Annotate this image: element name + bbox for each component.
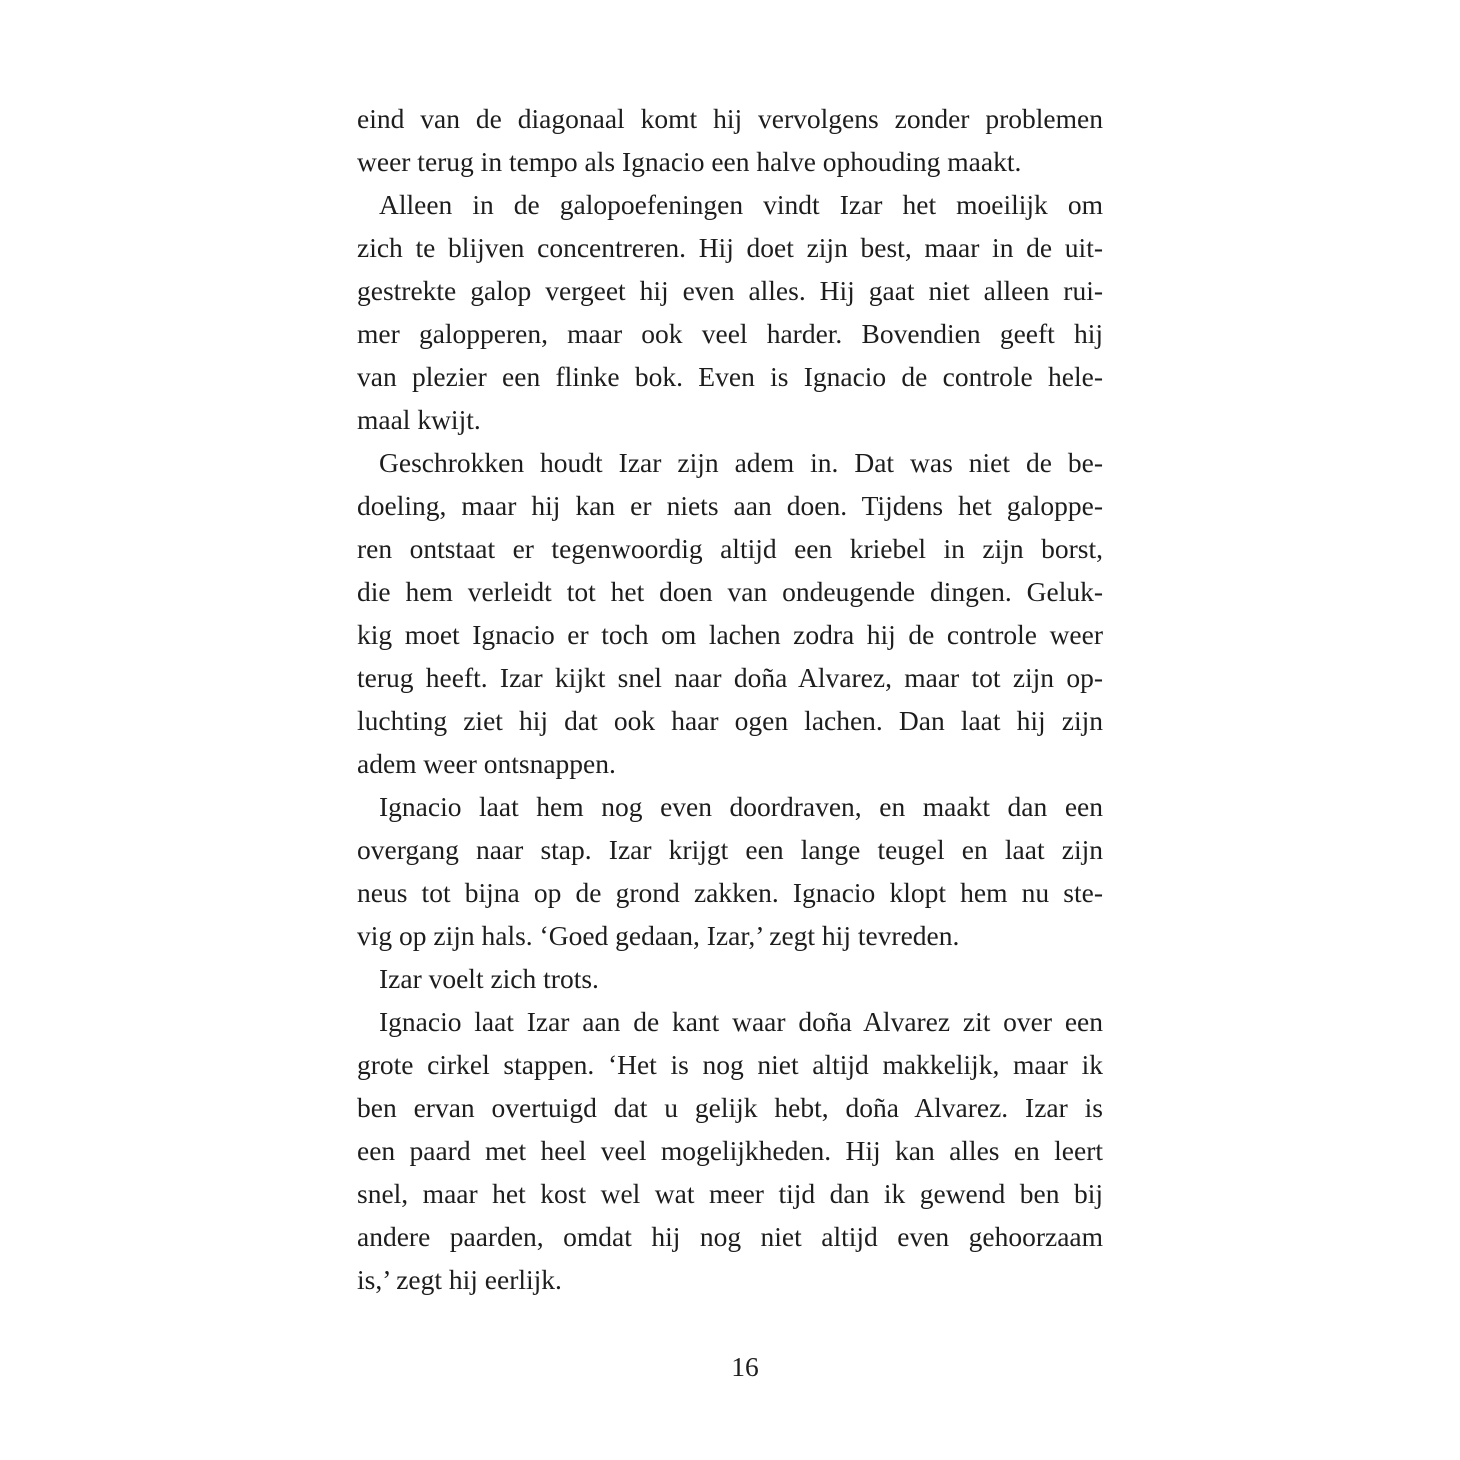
text-line: snel, maar het kost wel wat meer tijd dan ik gewend ben bij [357, 1178, 1103, 1209]
text-line: vig op zijn hals. ‘Goed gedaan, Izar,’ zegt hij tevreden. [357, 920, 960, 951]
text-line: eind van de diagonaal komt hij vervolgens zonder problemen [357, 103, 1103, 134]
text-line: Ignacio laat Izar aan de kant waar doña Alvarez zit over een [379, 1006, 1103, 1037]
text-line: die hem verleidt tot het doen van ondeugende dingen. Geluk- [357, 576, 1103, 607]
text-line: een paard met heel veel mogelijkheden. Hij kan alles en leert [357, 1135, 1103, 1166]
text-line: ben ervan overtuigd dat u gelijk hebt, doña Alvarez. Izar is [357, 1092, 1103, 1123]
text-line: Ignacio laat hem nog even doordraven, en maakt dan een [379, 791, 1103, 822]
text-line: maal kwijt. [357, 404, 481, 435]
text-line: mer galopperen, maar ook veel harder. Bovendien geeft hij [357, 318, 1103, 349]
text-line: adem weer ontsnappen. [357, 748, 616, 779]
text-line: zich te blijven concentreren. Hij doet zijn best, maar in de uit- [357, 232, 1103, 263]
text-line: andere paarden, omdat hij nog niet altijd even gehoorzaam [357, 1221, 1103, 1252]
text-line: doeling, maar hij kan er niets aan doen. Tijdens het galoppe- [357, 490, 1103, 521]
text-line: overgang naar stap. Izar krijgt een lange teugel en laat zijn [357, 834, 1103, 865]
body-text [357, 97, 1103, 1301]
text-line: Izar voelt zich trots. [379, 963, 599, 994]
text-line: gestrekte galop vergeet hij even alles. Hij gaat niet alleen rui- [357, 275, 1103, 306]
text-line: Geschrokken houdt Izar zijn adem in. Dat was niet de be- [379, 447, 1103, 478]
text-line: terug heeft. Izar kijkt snel naar doña Alvarez, maar tot zijn op- [357, 662, 1103, 693]
text-line: grote cirkel stappen. ‘Het is nog niet altijd makkelijk, maar ik [357, 1049, 1103, 1080]
text-line: van plezier een flinke bok. Even is Ignacio de controle hele- [357, 361, 1103, 392]
page-number: 16 [731, 1351, 759, 1382]
text-line: is,’ zegt hij eerlijk. [357, 1264, 562, 1295]
text-line: Alleen in de galopoefeningen vindt Izar het moeilijk om [379, 189, 1103, 220]
text-line: ren ontstaat er tegenwoordig altijd een kriebel in zijn borst, [357, 533, 1103, 564]
text-line: weer terug in tempo als Ignacio een halve ophouding maakt. [357, 146, 1022, 177]
text-line: kig moet Ignacio er toch om lachen zodra hij de controle weer [357, 619, 1103, 650]
text-line: luchting ziet hij dat ook haar ogen lachen. Dan laat hij zijn [357, 705, 1103, 736]
text-line: neus tot bijna op de grond zakken. Ignacio klopt hem nu ste- [357, 877, 1103, 908]
